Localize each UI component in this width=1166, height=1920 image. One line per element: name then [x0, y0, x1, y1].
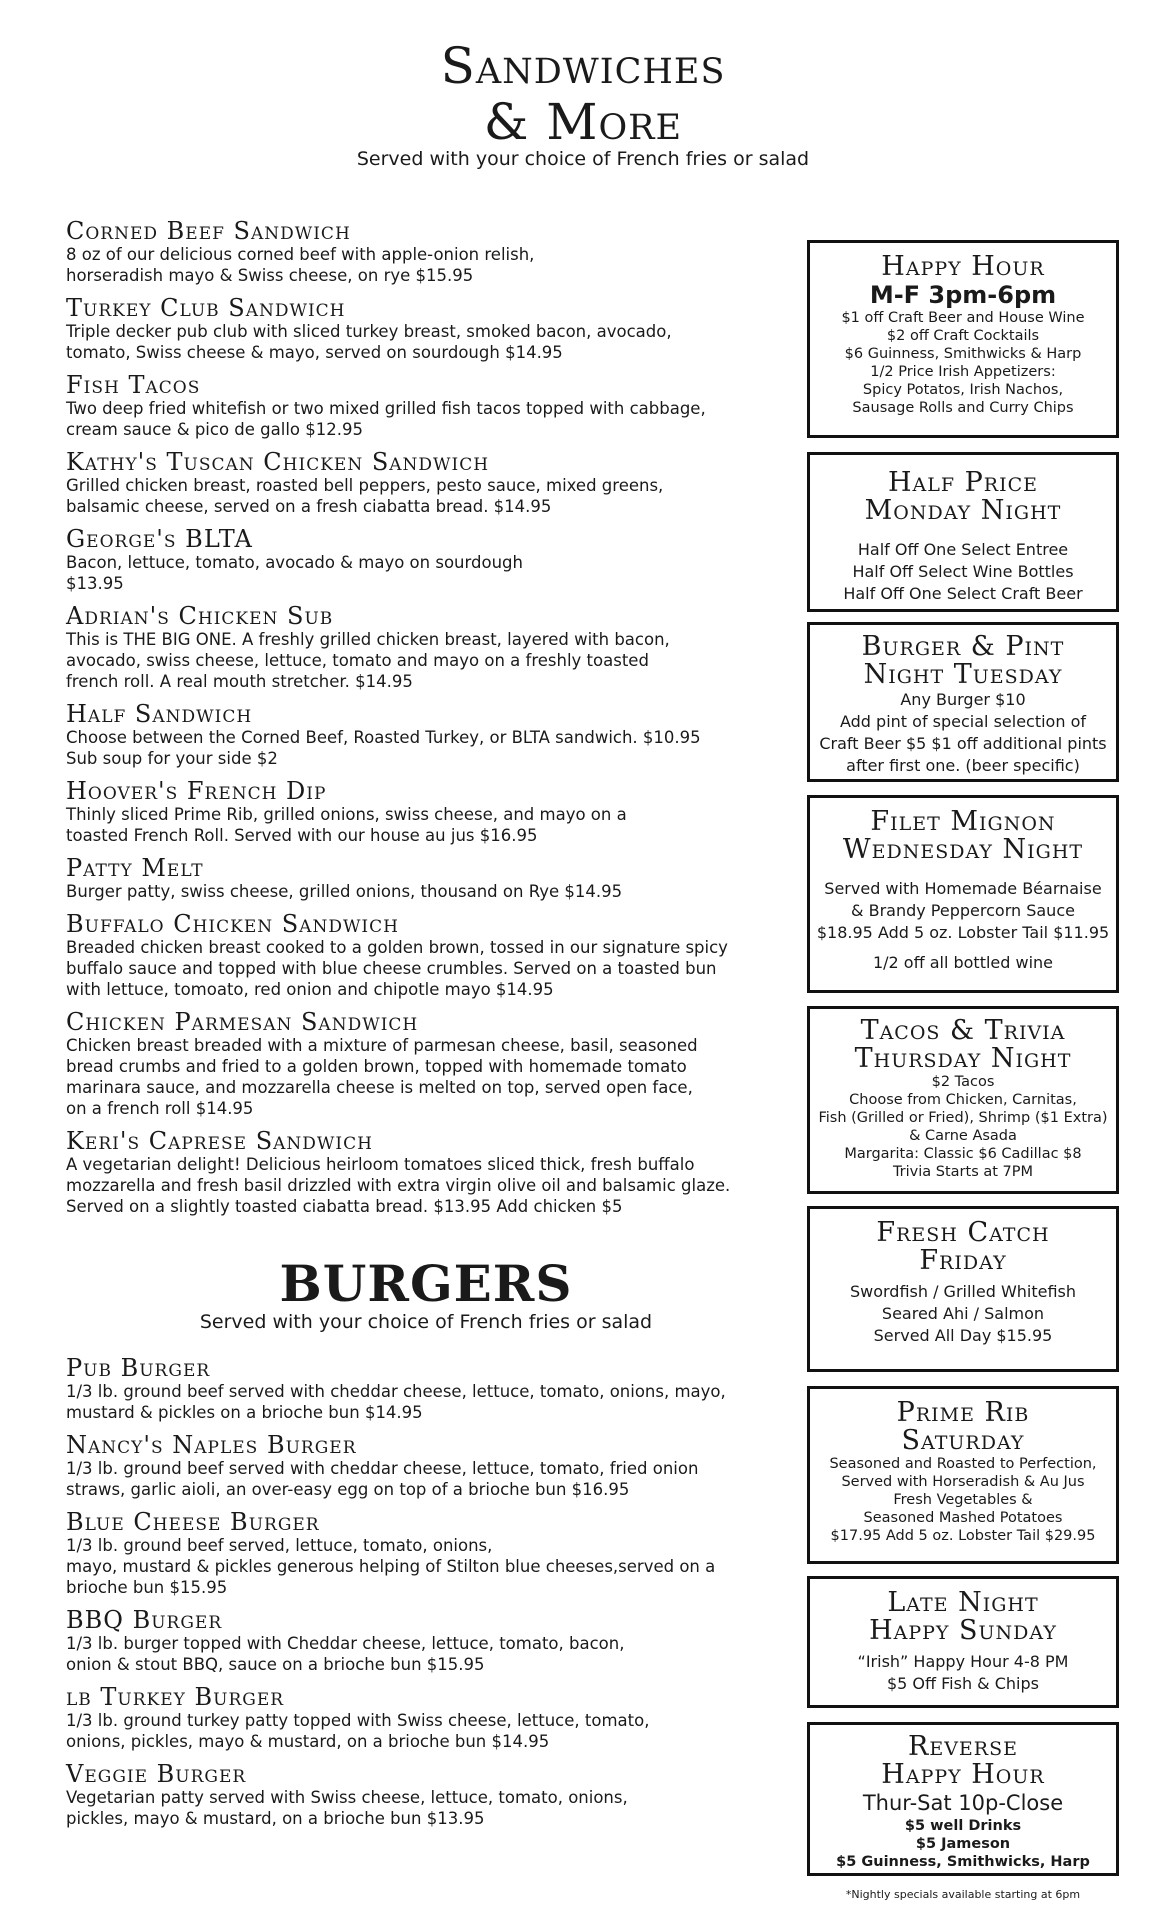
menu-item: [66, 1607, 786, 1675]
menu-item-description: Grilled chicken breast, roasted bell peppers, pesto sauce, mixed greens, balsamic cheese, served on a fresh ciabatta bread. $14.95: [66, 476, 664, 516]
menu-item-name: Turkey Club Sandwich: [66, 294, 346, 322]
menu-item-description: Breaded chicken breast cooked to a golden brown, tossed in our signature spicy buffalo sauce and topped with blue cheese crumbles. Served on a toasted bun with lettuce, tomoato, red onion and chipotle mayo $14.95: [66, 938, 728, 999]
special-title: Filet Mignon Wednesday Night: [842, 806, 1084, 865]
menu-item-description: Vegetarian patty served with Swiss cheese, lettuce, tomato, onions, pickles, mayo & mustard, on a brioche bun $13.95: [66, 1788, 628, 1828]
menu-item-name: Half Sandwich: [66, 700, 253, 728]
special-line: Choose from Chicken, Carnitas,: [849, 1092, 1077, 1108]
menu-item: [66, 218, 786, 286]
special-line: Served with Horseradish & Au Jus: [841, 1474, 1085, 1490]
menu-item-name: Chicken Parmesan Sandwich: [66, 1008, 419, 1036]
special-line: Margarita: Classic $6 Cadillac $8: [844, 1146, 1082, 1162]
menu-item: [66, 526, 786, 594]
menu-item: [66, 911, 786, 1000]
menu-item: [66, 701, 786, 769]
menu-item-name: George's BLTA: [66, 525, 253, 553]
special-line: Trivia Starts at 7PM: [892, 1164, 1034, 1180]
special-title: Happy Hour: [881, 251, 1045, 282]
menu-item-description: A vegetarian delight! Delicious heirloom tomatoes sliced thick, fresh buffalo mozzarella and fresh basil drizzled with extra virgin olive oil and balsamic glaze. Served on a slightly toasted ciabatta bread. $13.95 Add chicken $5: [66, 1155, 731, 1216]
menu-item: [66, 778, 786, 846]
monday-special-box: [807, 452, 1119, 612]
special-line: Any Burger $10: [900, 690, 1026, 709]
special-line: $17.95 Add 5 oz. Lobster Tail $29.95: [830, 1528, 1096, 1544]
special-line: $5 Guinness, Smithwicks, Harp: [836, 1854, 1090, 1870]
special-title: Tacos & Trivia Thursday Night: [854, 1015, 1072, 1074]
special-line: & Brandy Peppercorn Sauce: [851, 901, 1075, 920]
menu-item-name: Corned Beef Sandwich: [66, 217, 351, 245]
burger-list: [66, 1355, 786, 1829]
menu-item-description: Chicken breast breaded with a mixture of parmesan cheese, basil, seasoned bread crumbs and fried to a golden brown, topped with homemade tomato marinara sauce, and mozzarella cheese is melted on top, served open face, on a french roll $14.95: [66, 1036, 698, 1118]
menu-item-name: Kathy's Tuscan Chicken Sandwich: [66, 448, 490, 476]
saturday-special-box: [807, 1386, 1119, 1564]
menu-item-name: Nancy's Naples Burger: [66, 1431, 357, 1459]
sunday-special-box: [807, 1576, 1119, 1708]
title-line-2: & More: [483, 93, 683, 151]
burgers-header: [66, 1254, 786, 1333]
reverse-happy-hour-box: [807, 1722, 1119, 1876]
happy-hour-box: [807, 240, 1119, 438]
menu-column: [66, 218, 786, 1838]
menu-item: [66, 1432, 786, 1500]
special-line: Fresh Vegetables &: [893, 1492, 1033, 1508]
menu-item-name: Veggie Burger: [66, 1760, 247, 1788]
menu-item-name: Buffalo Chicken Sandwich: [66, 910, 399, 938]
title-line-1: Sandwiches: [440, 37, 726, 95]
menu-item-name: Keri's Caprese Sandwich: [66, 1127, 373, 1155]
special-line: $6 Guinness, Smithwicks & Harp: [844, 346, 1082, 362]
menu-item-description: Burger patty, swiss cheese, grilled onions, thousand on Rye $14.95: [66, 882, 623, 901]
page-subtitle: Served with your choice of French fries or salad: [356, 148, 810, 170]
menu-item: [66, 1355, 786, 1423]
footnote: *Nightly specials available starting at 6pm: [845, 1888, 1081, 1901]
menu-item-name: Blue Cheese Burger: [66, 1508, 320, 1536]
special-line: Half Off One Select Entree: [857, 540, 1069, 559]
menu-item-description: 1/3 lb. ground beef served with cheddar cheese, lettuce, tomato, fried onion straws, garlic aioli, an over-easy egg on top of a brioche bun $16.95: [66, 1459, 699, 1499]
menu-item-name: Adrian's Chicken Sub: [66, 602, 334, 630]
special-line: $2 Tacos: [931, 1074, 995, 1090]
menu-item-description: Bacon, lettuce, tomato, avocado & mayo on sourdough $13.95: [66, 553, 523, 593]
menu-item: [66, 449, 786, 517]
thursday-special-box: [807, 1006, 1119, 1194]
special-title: Late Night Happy Sunday: [869, 1587, 1057, 1646]
special-line: Served with Homemade Béarnaise: [824, 879, 1102, 898]
menu-item-description: 1/3 lb. ground beef served with cheddar cheese, lettuce, tomato, onions, mayo, mustard & pickles on a brioche bun $14.95: [66, 1382, 726, 1422]
menu-item: [66, 1761, 786, 1829]
friday-special-box: [807, 1206, 1119, 1372]
menu-item: [66, 1684, 786, 1752]
special-line: $5 Off Fish & Chips: [886, 1674, 1039, 1693]
special-title: Prime Rib Saturday: [896, 1397, 1030, 1456]
special-line: after first one. (beer specific): [846, 756, 1080, 775]
special-title: Half Price Monday Night: [864, 467, 1062, 526]
special-line: 1/2 off all bottled wine: [872, 953, 1054, 972]
sandwich-list: [66, 218, 786, 1217]
special-line: “Irish” Happy Hour 4-8 PM: [857, 1652, 1069, 1671]
menu-item: [66, 1128, 786, 1217]
special-line: Sausage Rolls and Curry Chips: [852, 400, 1074, 416]
menu-item-description: 1/3 lb. ground beef served, lettuce, tomato, onions, mayo, mustard & pickles generous helping of Stilton blue cheeses,served on a brioche bun $15.95: [66, 1536, 716, 1597]
special-line: & Carne Asada: [909, 1128, 1017, 1144]
special-line: Half Off One Select Craft Beer: [843, 584, 1083, 603]
menu-item-name: BBQ Burger: [66, 1606, 223, 1634]
special-line: 1/2 Price Irish Appetizers:: [870, 364, 1056, 380]
special-line: Half Off Select Wine Bottles: [852, 562, 1074, 581]
special-hours: M-F 3pm-6pm: [869, 281, 1057, 309]
menu-item-description: Two deep fried whitefish or two mixed grilled fish tacos topped with cabbage, cream sauce & pico de gallo $12.95: [66, 399, 706, 439]
menu-item: [66, 372, 786, 440]
special-line: Fish (Grilled or Fried), Shrimp ($1 Extra): [818, 1110, 1108, 1126]
wednesday-special-box: [807, 795, 1119, 993]
menu-item-name: lb Turkey Burger: [66, 1683, 285, 1711]
special-line: $1 off Craft Beer and House Wine: [841, 310, 1085, 326]
special-line: Seasoned Mashed Potatoes: [863, 1510, 1063, 1526]
tuesday-special-box: [807, 622, 1119, 782]
menu-item-description: 1/3 lb. burger topped with Cheddar cheese, lettuce, tomato, bacon, onion & stout BBQ, sauce on a brioche bun $15.95: [66, 1634, 625, 1674]
menu-item-name: Patty Melt: [66, 854, 204, 882]
menu-item: [66, 1009, 786, 1119]
special-line: $5 well Drinks: [904, 1818, 1022, 1834]
menu-item: [66, 295, 786, 363]
burgers-title: BURGERS: [279, 1254, 573, 1313]
menu-item-description: 1/3 lb. ground turkey patty topped with Swiss cheese, lettuce, tomato, onions, pickles, mayo & mustard, on a brioche bun $14.95: [66, 1711, 650, 1751]
menu-item: [66, 855, 786, 902]
menu-item-description: Choose between the Corned Beef, Roasted Turkey, or BLTA sandwich. $10.95 Sub soup for your side $2: [66, 728, 701, 768]
special-title: Fresh Catch Friday: [876, 1217, 1050, 1276]
special-hours: Thur-Sat 10p-Close: [862, 1791, 1064, 1815]
special-title: Reverse Happy Hour: [881, 1731, 1045, 1790]
special-line: Served All Day $15.95: [873, 1326, 1053, 1345]
special-line: $18.95 Add 5 oz. Lobster Tail $11.95: [816, 923, 1110, 942]
special-line: Craft Beer $5 $1 off additional pints: [819, 734, 1107, 753]
special-line: Seasoned and Roasted to Perfection,: [829, 1456, 1097, 1472]
page-title: [0, 38, 1166, 150]
special-line: Add pint of special selection of: [839, 712, 1086, 731]
menu-item: [66, 1509, 786, 1598]
menu-item-description: This is THE BIG ONE. A freshly grilled chicken breast, layered with bacon, avocado, swiss cheese, lettuce, tomato and mayo on a freshly toasted french roll. A real mouth stretcher. $14.95: [66, 630, 670, 691]
special-line: Swordfish / Grilled Whitefish: [849, 1282, 1077, 1301]
menu-item-name: Pub Burger: [66, 1354, 211, 1382]
special-line: Seared Ahi / Salmon: [881, 1304, 1045, 1323]
menu-item-description: Triple decker pub club with sliced turkey breast, smoked bacon, avocado, tomato, Swiss cheese & mayo, served on sourdough $14.95: [66, 322, 672, 362]
menu-item-description: Thinly sliced Prime Rib, grilled onions, swiss cheese, and mayo on a toasted French Roll. Served with our house au jus $16.95: [66, 805, 627, 845]
special-title: Burger & Pint Night Tuesday: [861, 631, 1065, 690]
menu-item: [66, 603, 786, 692]
menu-item-name: Fish Tacos: [66, 371, 201, 399]
menu-item-name: Hoover's French Dip: [66, 777, 327, 805]
menu-item-description: 8 oz of our delicious corned beef with apple-onion relish, horseradish mayo & Swiss cheese, on rye $15.95: [66, 245, 535, 285]
special-line: $5 Jameson: [915, 1836, 1011, 1852]
special-line: $2 off Craft Cocktails: [886, 328, 1040, 344]
burgers-subtitle: Served with your choice of French fries or salad: [199, 1311, 653, 1333]
special-line: Spicy Potatos, Irish Nachos,: [862, 382, 1064, 398]
